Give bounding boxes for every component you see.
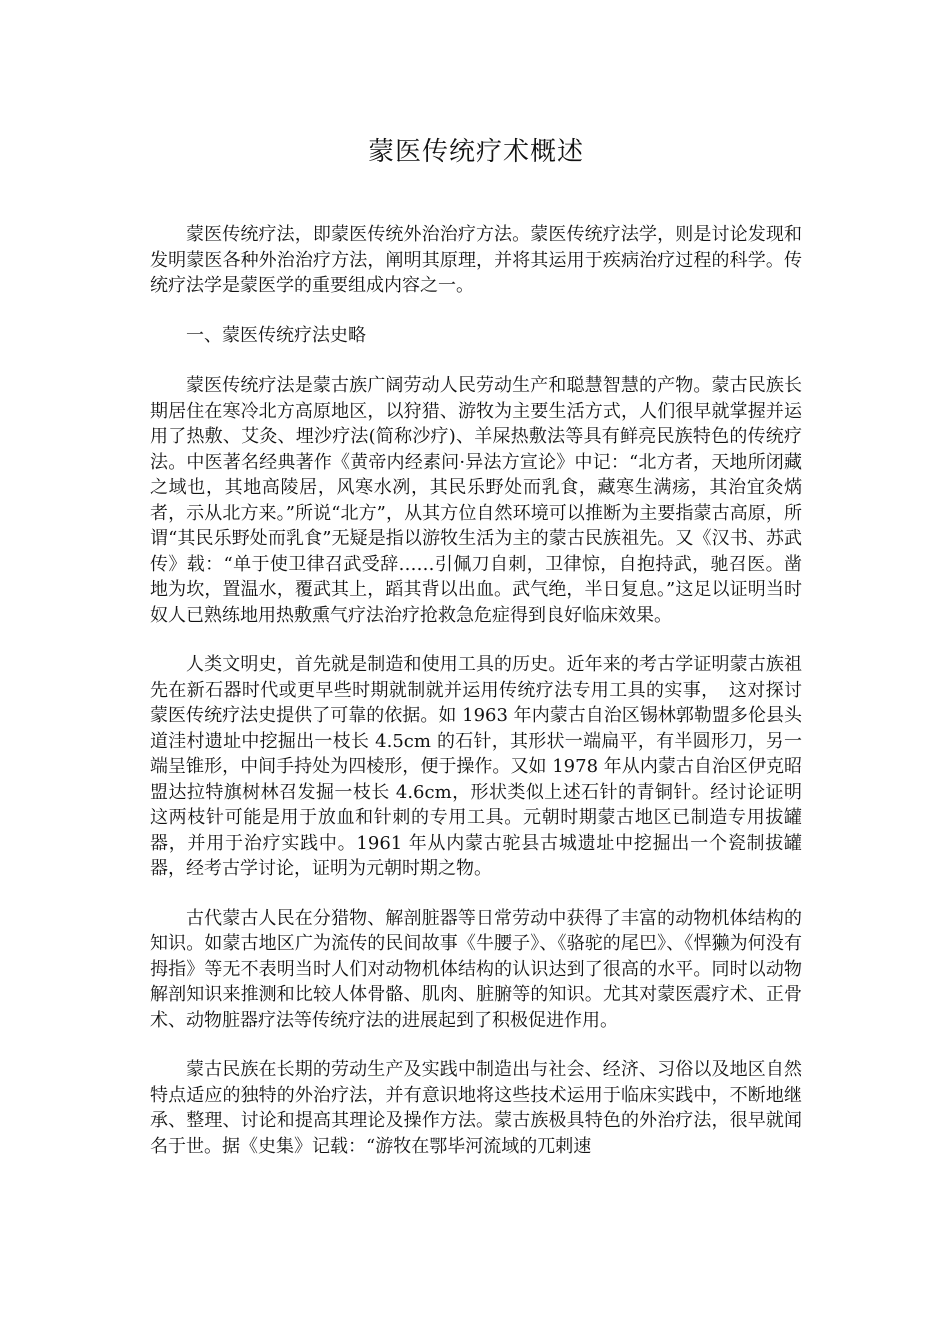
anatomy-paragraph: 古代蒙古人民在分猎物、解剖脏器等日常劳动中获得了丰富的动物机体结构的知识。如蒙古地区广为流传的民间故事《牛腰子》、《骆驼的尾巴》、《悍獭为何没有拇指》等无不表明当时人们对动物机体结构的认识达到了很高的水平。同时以动物解剖知识来推测和比较人体骨骼、肌肉、脏腑等的知识。尤其对蒙医震疗术、正骨术、动物脏器疗法等传统疗法的进展起到了积极促进作用。 [150,907,802,1031]
section-heading: 一、蒙医传统疗法史略 [186,324,366,346]
tools-paragraph: 人类文明史，首先就是制造和使用工具的历史。近年来的考古学证明蒙古族祖先在新石器时代或更早些时期就制就并运用传统疗法专用工具的实事， 这对探讨蒙医传统疗法史提供了可靠的依据。如 1963 年内蒙古自治区锡林郭勒盟多伦县头道洼村遗址中挖掘出一枝长 4.5cm 的石针，其形状一端扁平，有半圆形刀，另一端呈锥形，中间手持处为四棱形，便于操作。又如 1978 年从内蒙古自治区伊克昭盟达拉特旗树林召发掘一枝长 4.6cm，形状类似上述石针的青铜针。经讨论证明这两枝针可能是用于放血和针刺的专用工具。元朝时期蒙古地区已制造专用拔罐器，并用于治疗实践中。1961 年从内蒙古驼县古城遗址中挖掘出一个瓷制拔罐器，经考古学讨论，证明为元朝时期之物。 [150,654,802,879]
history-paragraph: 蒙医传统疗法是蒙古族广阔劳动人民劳动生产和聪慧智慧的产物。蒙古民族长期居住在寒冷北方高原地区，以狩猎、游牧为主要生活方式，人们很早就掌握并运用了热敷、艾灸、埋沙疗法(简称沙疗)、羊屎热敷法等具有鲜亮民族特色的传统疗法。中医著名经典著作《黄帝内经素问·异法方宣论》中记：“北方者，天地所闭藏之域也，其地高陵居，风寒水冽，其民乐野处而乳食，藏寒生满疡，其治宜灸焫者，示从北方来。”所说“北方”，从其方位自然环境可以推断为主要指蒙古高原，所谓“其民乐野处而乳食”无疑是指以游牧生活为主的蒙古民族祖先。又《汉书、苏武传》载：“单于使卫律召武受辞……引佩刀自刺，卫律惊，自抱持武，驰召医。凿地为坎，置温水，覆武其上，蹈其背以出血。武气绝，半日复息。”这足以证明当时奴人已熟练地用热敷熏气疗法治疗抢救急危症得到良好临床效果。 [150,375,802,626]
document-body [150,222,802,1183]
practice-paragraph: 蒙古民族在长期的劳动生产及实践中制造出与社会、经济、习俗以及地区自然特点适应的独特的外治疗法，并有意识地将这些技术运用于临床实践中，不断地继承、整理、讨论和提高其理论及操作方法。蒙古族极具特色的外治疗法，很早就闻名于世。据《史集》记载：“游牧在鄂毕河流域的兀剌速 [150,1059,802,1157]
intro-paragraph: 蒙医传统疗法，即蒙医传统外治治疗方法。蒙医传统疗法学，则是讨论发现和发明蒙医各种外治治疗方法，阐明其原理，并将其运用于疾病治疗过程的科学。传统疗法学是蒙医学的重要组成内容之一。 [150,224,802,296]
document-page [150,0,802,1344]
document-title: 蒙医传统疗术概述 [367,137,584,167]
